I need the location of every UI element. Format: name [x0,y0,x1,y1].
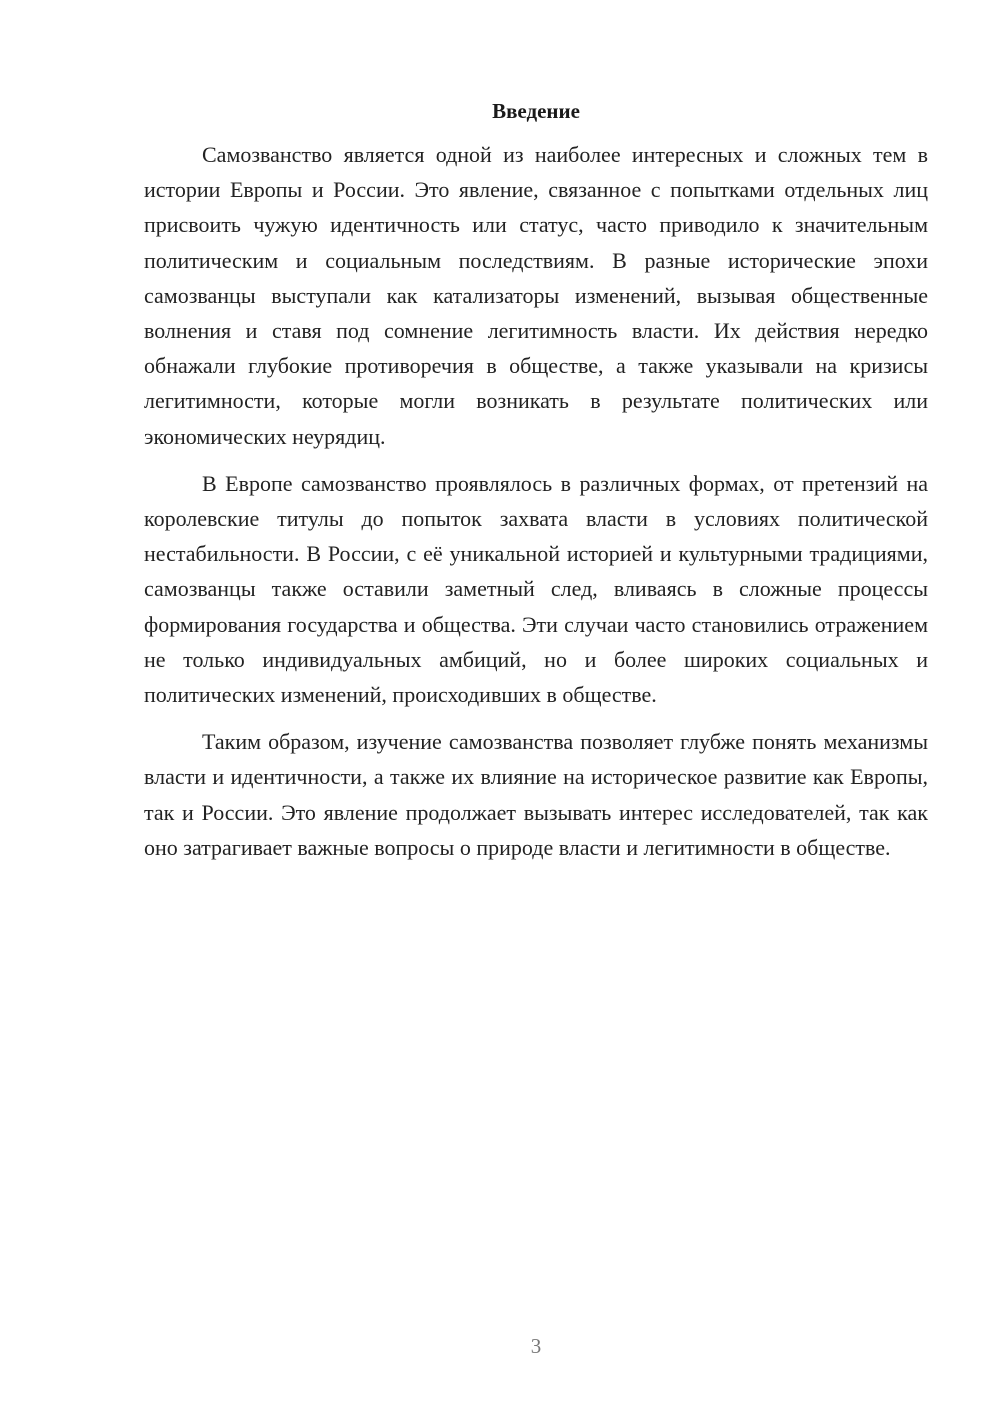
page-content [144,96,928,877]
section-heading: Введение [492,99,580,123]
paragraph-2: В Европе самозванство проявлялось в различных формах, от претензий на королевские титулы до попыток захвата власти в условиях политической нестабильности. В России, с её уникальной историей и культурными традициями, самозванцы также оставили заметный след, вливаясь в сложные процессы формирования государства и общества. Эти случаи часто становились отражением не только индивидуальных амбиций, но и более широких социальных и политических изменений, происходивших в обществе. [144,470,928,708]
paragraph-1: Самозванство является одной из наиболее интересных и сложных тем в истории Европы и России. Это явление, связанное с попытками отдельных лиц присвоить чужую идентичность или статус, часто приводило к значительным политическим и социальным последствиям. В разные исторические эпохи самозванцы выступали как катализаторы изменений, вызывая общественные волнения и ставя под сомнение легитимность власти. Их действия нередко обнажали глубокие противоречия в обществе, а также указывали на кризисы легитимности, которые могли возникать в результате политических или экономических неурядиц. [144,142,928,449]
page-number: 3 [530,1334,542,1358]
paragraph-3: Таким образом, изучение самозванства позволяет глубже понять механизмы власти и идентичности, а также их влияние на историческое развитие как Европы, так и России. Это явление продолжает вызывать интерес исследователей, так как оно затрагивает важные вопросы о природе власти и легитимности в обществе. [144,729,928,860]
